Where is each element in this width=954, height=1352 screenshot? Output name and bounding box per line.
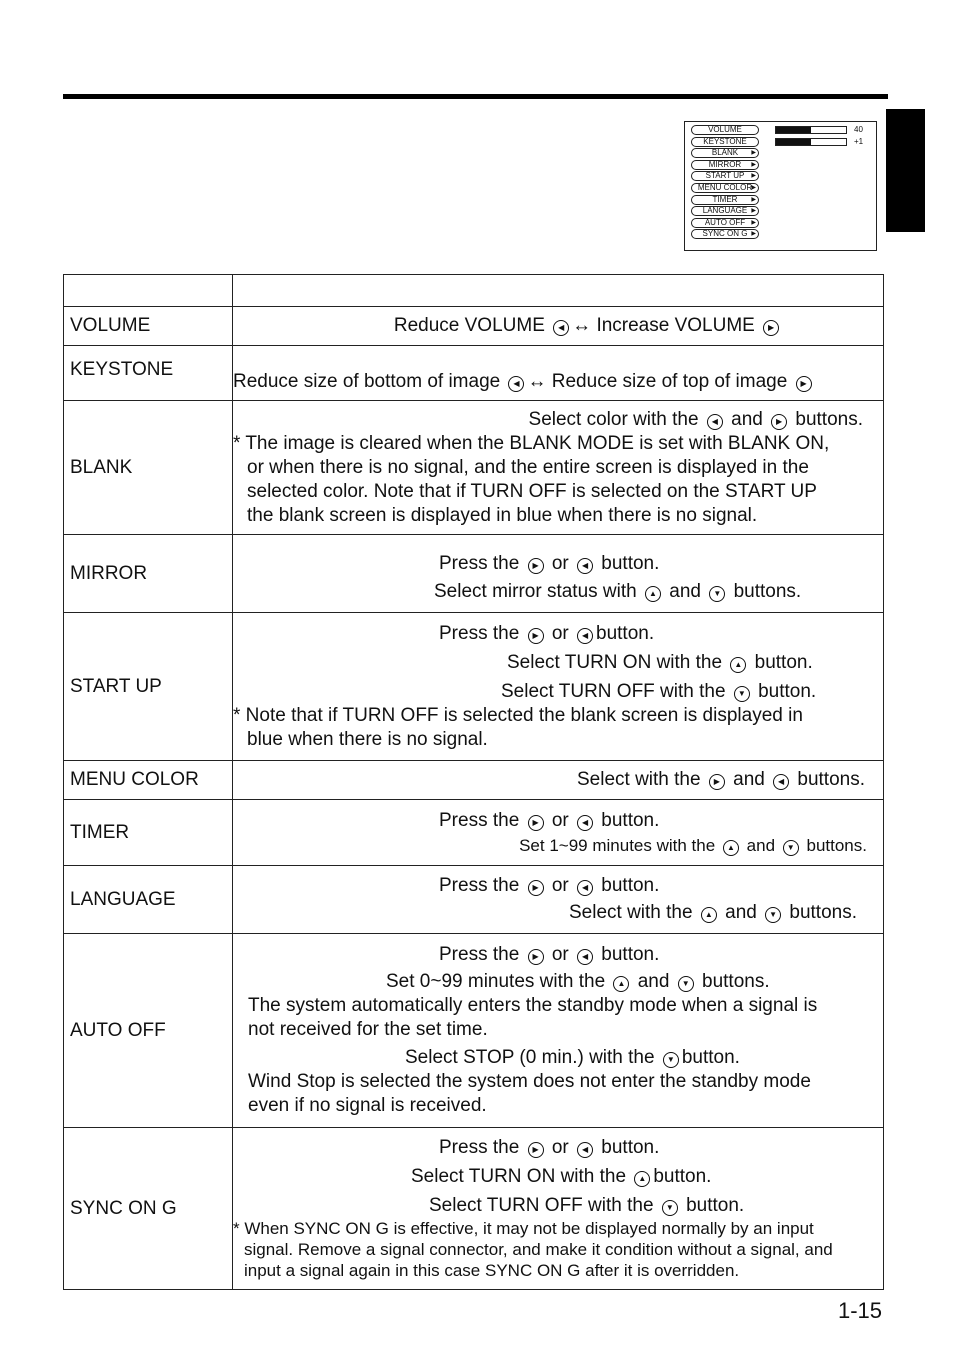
table-row <box>64 800 884 866</box>
thumb-item-keystone: KEYSTONE <box>691 137 759 147</box>
desc-text: button. <box>754 651 813 673</box>
desc-text: and <box>733 769 765 790</box>
table-header-row <box>64 275 884 307</box>
thumb-item-volume: VOLUME <box>691 125 759 135</box>
volume-level-fill <box>776 127 811 133</box>
row-description <box>233 346 884 401</box>
note-text: selected color. Note that if TURN OFF is selected on the START UP <box>247 480 817 502</box>
header-cell-description <box>233 275 884 307</box>
volume-level-bar <box>775 126 847 134</box>
desc-text: Press the <box>439 875 520 896</box>
desc-text: Set 0~99 minutes with the <box>386 971 606 992</box>
right-button-icon: ▶ <box>709 774 725 790</box>
left-button-icon: ◀ <box>577 1142 593 1158</box>
thumb-item-syncong: SYNC ON G ▶ <box>691 229 759 239</box>
note-text: not received for the set time. <box>248 1019 488 1040</box>
chevron-right-icon: ▶ <box>751 173 756 179</box>
row-name: AUTO OFF <box>64 934 233 1128</box>
note-text: signal. Remove a signal connector, and make it condition without a signal, and <box>244 1240 833 1259</box>
keystone-value: +1 <box>854 137 864 146</box>
table-row <box>64 613 884 761</box>
desc-text: Press the <box>439 944 520 965</box>
volume-value: 40 <box>854 125 863 134</box>
down-button-icon: ▼ <box>663 1052 679 1068</box>
chevron-right-icon: ▶ <box>751 208 756 214</box>
desc-text: Reduce size of top of image <box>551 371 788 392</box>
down-button-icon: ▼ <box>662 1200 678 1216</box>
menu-thumbnail <box>684 121 877 251</box>
table-row <box>64 866 884 934</box>
desc-text: buttons. <box>789 902 857 923</box>
desc-text: Select STOP (0 min.) with the <box>405 1047 655 1068</box>
header-rule <box>63 94 888 99</box>
row-description <box>233 401 884 535</box>
desc-text: Select TURN OFF with the <box>501 680 726 702</box>
right-button-icon: ▶ <box>528 628 544 644</box>
thumb-item-mirror: MIRROR ▶ <box>691 160 759 170</box>
row-description <box>233 613 884 761</box>
desc-text: and <box>731 408 763 430</box>
desc-text: buttons. <box>806 836 867 855</box>
desc-text: button. <box>601 875 660 896</box>
up-button-icon: ▲ <box>701 907 717 923</box>
desc-text: or <box>551 944 569 965</box>
keystone-level-fill <box>776 139 811 145</box>
down-button-icon: ▼ <box>765 907 781 923</box>
down-button-icon: ▼ <box>709 586 725 602</box>
desc-text: or <box>551 1137 569 1158</box>
note-text: blue when there is no signal. <box>247 728 488 750</box>
row-description <box>233 800 884 866</box>
chevron-right-icon: ▶ <box>751 220 756 226</box>
chevron-right-icon: ▶ <box>751 231 756 237</box>
desc-text: button. <box>681 1047 740 1068</box>
desc-text: button. <box>653 1166 712 1187</box>
down-button-icon: ▼ <box>734 686 750 702</box>
left-button-icon: ◀ <box>577 880 593 896</box>
header-cell-item <box>64 275 233 307</box>
table-row <box>64 535 884 613</box>
desc-text: or <box>551 552 569 574</box>
left-button-icon: ◀ <box>577 628 593 644</box>
table-row <box>64 761 884 800</box>
left-button-icon: ◀ <box>773 774 789 790</box>
thumb-item-blank: BLANK ▶ <box>691 148 759 158</box>
desc-text: Set 1~99 minutes with the <box>519 836 716 855</box>
desc-text: button. <box>601 552 660 574</box>
right-button-icon: ▶ <box>528 880 544 896</box>
table-row <box>64 1128 884 1290</box>
table-row <box>64 346 884 401</box>
note-text: input a signal again in this case SYNC ON G after it is overridden. <box>244 1261 740 1280</box>
table-row <box>64 401 884 535</box>
desc-text: Select color with the <box>528 408 699 430</box>
desc-text: Select with the <box>568 902 693 923</box>
table-row <box>64 307 884 346</box>
row-name: START UP <box>64 613 233 761</box>
desc-text: buttons. <box>797 769 865 790</box>
desc-text: button. <box>596 622 655 644</box>
desc-text: Reduce size of bottom of image <box>233 371 501 392</box>
right-button-icon: ▶ <box>528 558 544 574</box>
chevron-right-icon: ▶ <box>751 150 756 156</box>
row-name: BLANK <box>64 401 233 535</box>
right-button-icon: ▶ <box>771 414 787 430</box>
note-text: The system automatically enters the standby mode when a signal is <box>248 995 818 1016</box>
desc-text: Select mirror status with <box>434 580 637 602</box>
note-text: Wind Stop is selected the system does not enter the standby mode <box>248 1071 811 1092</box>
double-arrow-icon: ↔ <box>527 371 547 392</box>
desc-text: button. <box>601 810 660 831</box>
right-button-icon: ▶ <box>796 376 812 392</box>
note-text: * When SYNC ON G is effective, it may not be displayed normally by an input <box>233 1219 814 1238</box>
row-description <box>233 535 884 613</box>
left-button-icon: ◀ <box>577 815 593 831</box>
chevron-right-icon: ▶ <box>751 197 756 203</box>
desc-text: button. <box>601 944 660 965</box>
table-row <box>64 934 884 1128</box>
desc-text: Press the <box>439 810 520 831</box>
right-button-icon: ▶ <box>763 320 779 336</box>
desc-text: and <box>637 971 670 992</box>
row-description <box>233 307 884 346</box>
left-button-icon: ◀ <box>707 414 723 430</box>
right-button-icon: ▶ <box>528 949 544 965</box>
desc-text: buttons. <box>702 971 770 992</box>
desc-text: or <box>551 875 569 896</box>
up-button-icon: ▲ <box>723 840 739 856</box>
row-description <box>233 1128 884 1290</box>
desc-text: buttons. <box>795 408 863 430</box>
keystone-level-bar <box>775 138 847 146</box>
page-number: 1-15 <box>838 1298 883 1323</box>
row-name: VOLUME <box>64 307 233 346</box>
desc-text: or <box>551 622 569 644</box>
row-name: KEYSTONE <box>64 346 233 401</box>
note-text: * Note that if TURN OFF is selected the blank screen is displayed in <box>233 704 803 726</box>
desc-text: and <box>725 902 757 923</box>
desc-text: Select with the <box>576 769 701 790</box>
desc-text: and <box>746 836 776 855</box>
desc-text: Select TURN OFF with the <box>429 1195 654 1216</box>
language-side-tab <box>886 109 925 232</box>
up-button-icon: ▲ <box>634 1171 650 1187</box>
thumb-item-timer: TIMER ▶ <box>691 195 759 205</box>
left-button-icon: ◀ <box>577 949 593 965</box>
desc-text: button. <box>601 1137 660 1158</box>
thumb-item-startup: START UP ▶ <box>691 171 759 181</box>
row-description <box>233 934 884 1128</box>
thumb-item-menucolor: MENU COLOR ▶ <box>691 183 759 193</box>
chevron-right-icon: ▶ <box>751 185 756 191</box>
desc-text: Select TURN ON with the <box>507 651 723 673</box>
desc-text: Press the <box>439 622 520 644</box>
desc-text: buttons. <box>733 580 802 602</box>
row-name: MIRROR <box>64 535 233 613</box>
chevron-right-icon: ▶ <box>751 162 756 168</box>
desc-text: button. <box>758 680 817 702</box>
desc-text: Reduce VOLUME <box>393 315 545 336</box>
up-button-icon: ▲ <box>730 657 746 673</box>
desc-text: or <box>551 810 569 831</box>
left-button-icon: ◀ <box>577 558 593 574</box>
note-text: * The image is cleared when the BLANK MODE is set with BLANK ON, <box>233 432 830 454</box>
note-text: or when there is no signal, and the entire screen is displayed in the <box>247 456 809 478</box>
row-name: SYNC ON G <box>64 1128 233 1290</box>
thumb-item-autooff: AUTO OFF ▶ <box>691 218 759 228</box>
desc-text: and <box>669 580 701 602</box>
up-button-icon: ▲ <box>645 586 661 602</box>
desc-text: Press the <box>439 1137 520 1158</box>
up-button-icon: ▲ <box>613 976 629 992</box>
right-button-icon: ▶ <box>528 815 544 831</box>
left-button-icon: ◀ <box>553 320 569 336</box>
desc-text: Increase VOLUME <box>596 315 755 336</box>
menu-function-table <box>63 274 884 1290</box>
double-arrow-icon: ↔ <box>572 315 592 336</box>
down-button-icon: ▼ <box>678 976 694 992</box>
row-description <box>233 866 884 934</box>
down-button-icon: ▼ <box>783 840 799 856</box>
right-button-icon: ▶ <box>528 1142 544 1158</box>
desc-text: button. <box>686 1195 745 1216</box>
note-text: the blank screen is displayed in blue when there is no signal. <box>247 504 758 526</box>
row-name: LANGUAGE <box>64 866 233 934</box>
row-name: TIMER <box>64 800 233 866</box>
row-name: MENU COLOR <box>64 761 233 800</box>
row-description <box>233 761 884 800</box>
thumb-item-language: LANGUAGE ▶ <box>691 206 759 216</box>
note-text: even if no signal is received. <box>248 1095 487 1116</box>
left-button-icon: ◀ <box>508 376 524 392</box>
desc-text: Press the <box>439 552 520 574</box>
desc-text: Select TURN ON with the <box>411 1166 627 1187</box>
